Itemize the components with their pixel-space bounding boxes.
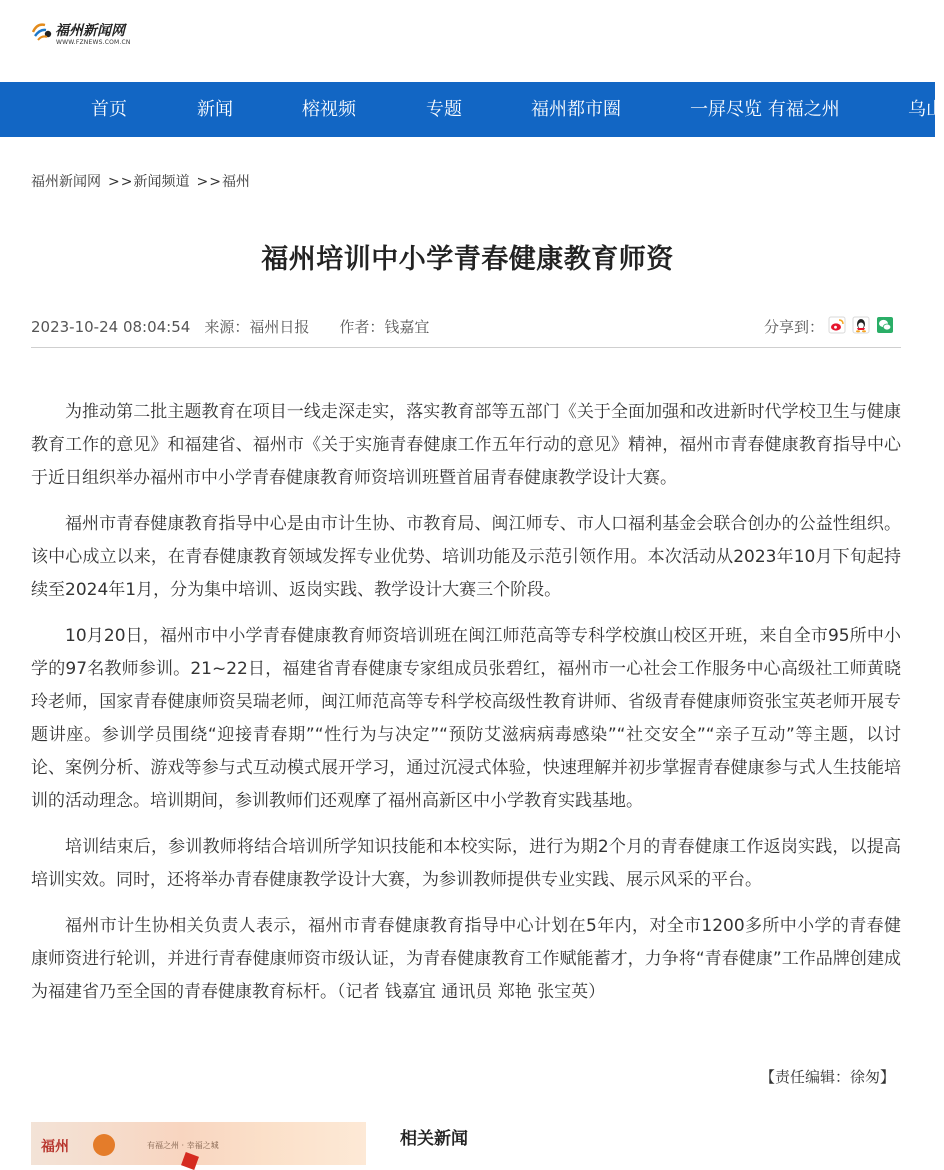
breadcrumb-news-channel[interactable]: 新闻频道 xyxy=(133,174,190,190)
nav-item-news[interactable]: 新闻 xyxy=(197,99,233,120)
source-value: 福州日报 xyxy=(249,318,310,336)
article-paragraph: 福州市青春健康教育指导中心是由市计生协、市教育局、闽江师专、市人口福利基金会联合创办的公益性组织。该中心成立以来，在青春健康教育领域发挥专业优势、培训功能及示范引领作用。本次活动从2023年10月下旬起持续至2024年1月，分为集中培训、返岗实践、教学设计大赛三个阶段。 xyxy=(31,514,901,600)
article-meta xyxy=(31,316,429,337)
publish-datetime: 2023-10-24 08:04:54 xyxy=(31,318,191,336)
weibo-icon[interactable] xyxy=(829,317,845,333)
qq-icon[interactable] xyxy=(853,317,869,333)
source-label: 来源： xyxy=(204,318,250,336)
logo-mark-icon xyxy=(31,20,55,42)
article-body xyxy=(31,396,901,1022)
responsible-editor: 【责任编辑：徐匆】 xyxy=(760,1068,896,1086)
logo-url-text: WWW.FZNEWS.COM.CN xyxy=(56,39,131,46)
meta-divider xyxy=(31,347,901,348)
share-label: 分享到： xyxy=(764,318,825,336)
wechat-icon[interactable] xyxy=(877,317,893,333)
thumbnail-decoration xyxy=(181,1152,199,1170)
breadcrumb-fuzhou[interactable]: 福州 xyxy=(221,174,250,190)
breadcrumb xyxy=(31,171,250,191)
breadcrumb-separator: >> xyxy=(108,174,134,190)
nav-item-home[interactable]: 首页 xyxy=(91,99,127,120)
thumbnail-logo-mark xyxy=(93,1134,115,1156)
related-news-thumbnail[interactable] xyxy=(31,1122,366,1165)
author-label: 作者： xyxy=(339,318,385,336)
breadcrumb-home[interactable]: 福州新闻网 xyxy=(31,174,101,190)
nav-item-wushan[interactable]: 乌山 xyxy=(908,99,944,120)
article-paragraph: 为推动第二批主题教育在项目一线走深走实，落实教育部等五部门《关于全面加强和改进新时代学校卫生与健康教育工作的意见》和福建省、福州市《关于实施青春健康工作五年行动的意见》精神，福州市青春健康教育指导中心于近日组织举办福州市中小学青春健康教育师资培训班暨首届青春健康教学设计大赛。 xyxy=(31,402,901,488)
author-value: 钱嘉宜 xyxy=(384,318,430,336)
article-paragraph: 福州市计生协相关负责人表示，福州市青春健康教育指导中心计划在5年内，对全市1200多所中小学的青春健康师资进行轮训，并进行青春健康师资市级认证，为青春健康教育工作赋能蓄才，力争将“青春健康”工作品牌创建成为福建省乃至全国的青春健康教育标杆。（记者 钱嘉宜 通讯员 郑艳 张宝英） xyxy=(31,916,901,1002)
related-news-heading: 相关新闻 xyxy=(400,1129,468,1149)
nav-item-video[interactable]: 榕视频 xyxy=(302,99,356,120)
nav-item-topics[interactable]: 专题 xyxy=(426,99,462,120)
thumbnail-logo-text: 福州 xyxy=(41,1139,69,1155)
article-title: 福州培训中小学青春健康教育师资 xyxy=(261,244,674,275)
main-nav xyxy=(0,82,944,137)
nav-item-youfu[interactable]: 一屏尽览 有福之州 xyxy=(690,99,840,120)
article-paragraph: 10月20日，福州市中小学青春健康教育师资培训班在闽江师范高等专科学校旗山校区开班，来自全市95所中小学的97名教师参训。21~22日，福建省青春健康专家组成员张碧红，福州市一心社会工作服务中心高级社工师黄晓玲老师，国家青春健康师资吴瑞老师，闽江师范高等专科学校高级性教育讲师、省级青春健康师资张宝英老师开展专题讲座。参训学员围绕“迎接青春期”“性行为与决定”“预防艾滋病病毒感染”“社交安全”“亲子互动”等主题，以讨论、案例分析、游戏等参与式互动模式展开学习，通过沉浸式体验，快速理解并初步掌握青春健康参与式人生技能培训的活动理念。培训期间，参训教师们还观摩了福州高新区中小学教育实践基地。 xyxy=(31,626,901,811)
nav-item-metro[interactable]: 福州都市圈 xyxy=(531,99,621,120)
breadcrumb-separator: >> xyxy=(196,174,222,190)
logo-text: 福州新闻网 xyxy=(55,23,125,39)
article-paragraph: 培训结束后，参训教师将结合培训所学知识技能和本校实际，进行为期2个月的青春健康工作返岗实践，以提高培训实效。同时，还将举办青春健康教学设计大赛，为参训教师提供专业实践、展示风采的平台。 xyxy=(31,837,901,890)
thumbnail-tagline: 有福之州 · 幸福之城 xyxy=(147,1141,219,1150)
site-header xyxy=(0,0,935,82)
site-logo[interactable] xyxy=(31,18,146,50)
